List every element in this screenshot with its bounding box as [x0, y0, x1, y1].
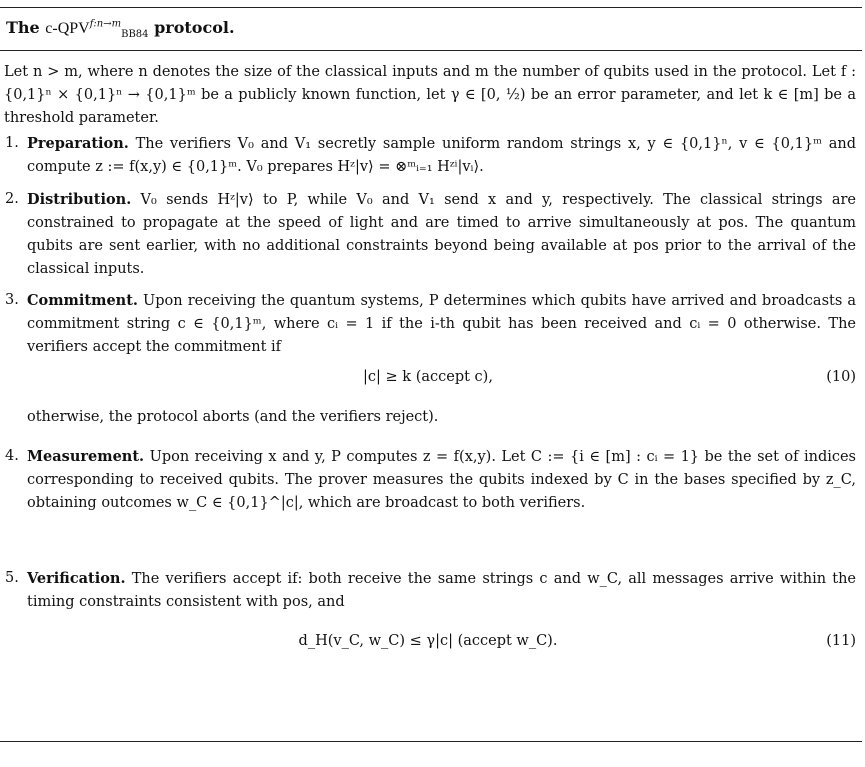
step-commitment-after: otherwise, the protocol aborts (and the verifiers reject).: [27, 409, 439, 425]
step-commitment: [5, 289, 856, 359]
step-text: Upon receiving the quantum systems, P determines which qubits have arrived and broadcasts a commitment string c ∈ {0,1}ᵐ, where cᵢ = 1 if the i-th qubit has been received and cᵢ = 0 otherwise. The verifiers accept the commitment if: [27, 293, 856, 355]
step-number: 4.: [5, 448, 19, 464]
step-distribution: [5, 188, 856, 281]
step-number: 2.: [5, 191, 19, 207]
intro-paragraph: Let n > m, where n denotes the size of the classical inputs and m the number of qubits used in the protocol. Let f : {0,1}ⁿ × {0,1}ⁿ → {0,1}ᵐ be a publicly known function, let γ ∈ [0, ½) be an error parameter, and let k ∈ [m] be a threshold parameter.: [4, 64, 856, 126]
step-text: Upon receiving x and y, P computes z = f(x,y). Let C := {i ∈ [m] : cᵢ = 1} be the set of indices corresponding to received qubits. The prover measures the qubits indexed by C in the bases specified by z_C, obtaining outcomes w_C ∈ {0,1}^|c|, which are broadcast to both verifiers.: [27, 449, 857, 511]
step-heading: Measurement.: [27, 448, 145, 465]
top-rule: [0, 7, 862, 8]
step-text: The verifiers accept if: both receive the same strings c and w_C, all messages arrive within the timing constraints consistent with pos, and: [27, 571, 856, 610]
title-rule: [0, 50, 862, 51]
step-heading: Distribution.: [27, 191, 132, 208]
step-heading: Verification.: [27, 570, 126, 587]
equation-number: (11): [826, 633, 856, 649]
step-preparation: [5, 132, 856, 179]
step-text: The verifiers V₀ and V₁ secretly sample uniform random strings x, y ∈ {0,1}ⁿ, v ∈ {0,1}ᵐ and compute z := f(x,y) ∈ {0,1}ᵐ. V₀ prepares Hᶻ|v⟩ = ⊗ᵐᵢ₌₁ Hᶻⁱ|vᵢ⟩.: [27, 136, 856, 175]
equation-body: |c| ≥ k (accept c),: [363, 369, 493, 385]
step-text: V₀ sends Hᶻ|v⟩ to P, while V₀ and V₁ send x and y, respectively. The classical strings are constrained to propagate at the speed of light and are timed to arrive simultaneously at pos. The quantum qubits are sent earlier, with no additional constraints beyond being available at pos prior to the arrival of the classical inputs.: [27, 192, 856, 277]
step-verification: [5, 567, 856, 614]
step-number: 1.: [5, 135, 19, 151]
protocol-title: The $c-QPV^{f:n\to m}_{BB84}$ protocol.: [6, 18, 235, 41]
step-number: 5.: [5, 570, 19, 586]
step-measurement: [5, 445, 857, 515]
step-number: 3.: [5, 292, 19, 308]
step-heading: Commitment.: [27, 292, 138, 309]
equation-number: (10): [826, 369, 856, 385]
step-heading: Preparation.: [27, 135, 129, 152]
bottom-rule: [0, 741, 862, 742]
equation-body: d_H(v_C, w_C) ≤ γ|c| (accept w_C).: [298, 633, 558, 649]
